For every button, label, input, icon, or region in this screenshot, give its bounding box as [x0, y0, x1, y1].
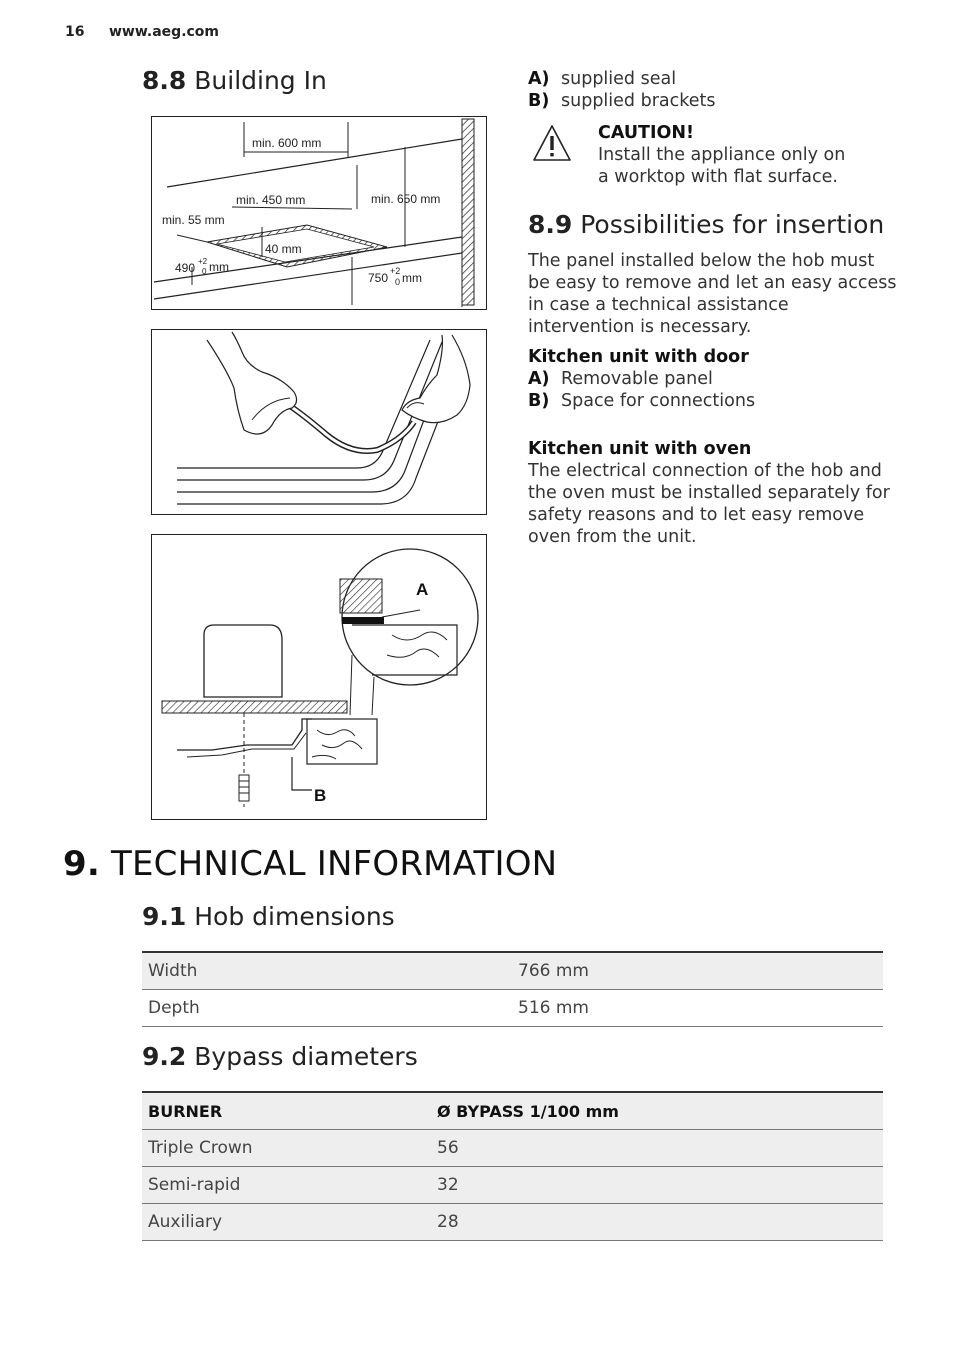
fig-legend: [528, 68, 908, 112]
dim-490-sub: 0: [202, 267, 207, 276]
dim-min600: min. 600 mm: [252, 136, 322, 150]
section-title: Building In: [194, 66, 327, 95]
table-row: [142, 952, 883, 990]
dim-750: 750: [368, 271, 389, 285]
door-item-a: [528, 368, 908, 390]
section-heading-8-8: [142, 66, 327, 95]
bypass-value: 56: [431, 1130, 883, 1167]
oven-heading: Kitchen unit with oven: [528, 439, 752, 459]
dim-490: 490: [175, 261, 196, 275]
section-number: 9.2: [142, 1042, 187, 1071]
legend-key: A): [528, 69, 550, 89]
dim-490-sup: +2: [198, 257, 208, 266]
bypass-value: 32: [431, 1167, 883, 1204]
caution-line-2: a worktop with flat surface.: [598, 167, 838, 187]
table-row: [142, 1130, 883, 1167]
dim-750-sub: 0: [395, 277, 401, 287]
burner-name: Triple Crown: [142, 1130, 431, 1167]
dim-min450: min. 450 mm: [236, 193, 306, 207]
caution-line-1: Install the appliance only on: [598, 145, 846, 165]
section-heading-9-1: [142, 902, 395, 931]
legend-key: B): [528, 91, 550, 111]
legend-text: supplied brackets: [561, 91, 716, 111]
cutout-dimensions-drawing: [152, 117, 486, 309]
oven-line: the oven must be installed separately for: [528, 483, 890, 503]
burner-name: Auxiliary: [142, 1204, 431, 1241]
door-item-b: [528, 390, 908, 412]
section-title: Bypass diameters: [194, 1042, 418, 1071]
burner-name: Semi-rapid: [142, 1167, 431, 1204]
section-title: Possibilities for insertion: [580, 210, 885, 239]
oven-line: safety reasons and to let easy remove: [528, 505, 865, 525]
dim-40: 40 mm: [265, 242, 302, 256]
door-heading: Kitchen unit with door: [528, 347, 749, 367]
legend-item-a: [528, 68, 908, 90]
section-heading-9-2: [142, 1042, 418, 1071]
dimension-label: Depth: [142, 990, 512, 1027]
section-title: Hob dimensions: [194, 902, 395, 931]
dimension-value: 766 mm: [512, 952, 883, 990]
section-number: 8.9: [528, 210, 573, 239]
legend-text: supplied seal: [561, 69, 677, 89]
dim-750-unit: mm: [402, 271, 422, 285]
hob-dimensions-table: [142, 951, 883, 1027]
dimension-label: Width: [142, 952, 512, 990]
dimension-value: 516 mm: [512, 990, 883, 1027]
bypass-diameters-table: [142, 1091, 883, 1241]
label-b: B: [314, 786, 327, 805]
header-burner: BURNER: [142, 1092, 431, 1130]
table-header-row: [142, 1092, 883, 1130]
table-row: [142, 990, 883, 1027]
label-a: A: [416, 580, 429, 599]
table-row: [142, 1204, 883, 1241]
item-text: Space for connections: [561, 391, 756, 411]
seal-application-figure: [151, 329, 487, 515]
intro-line: be easy to remove and let an easy access: [528, 273, 897, 293]
warning-triangle-icon: [532, 124, 572, 166]
dim-750-sup: +2: [390, 266, 401, 276]
oven-line: The electrical connection of the hob and: [528, 461, 882, 481]
item-text: Removable panel: [561, 369, 713, 389]
seal-application-drawing: [152, 330, 486, 514]
oven-line: oven from the unit.: [528, 527, 697, 547]
caution-title: CAUTION!: [598, 123, 695, 143]
dim-490-unit: mm: [209, 260, 229, 274]
bypass-value: 28: [431, 1204, 883, 1241]
section-heading-8-9: [528, 210, 884, 239]
intro-line: The panel installed below the hob must: [528, 251, 875, 271]
chapter-heading-9: [63, 844, 557, 884]
header-bypass: Ø BYPASS 1/100 mm: [431, 1092, 883, 1130]
seal-bracket-section-figure: [151, 534, 487, 820]
cutout-dimensions-figure: [151, 116, 487, 310]
dim-min650: min. 650 mm: [371, 192, 441, 206]
legend-item-b: [528, 90, 908, 112]
kitchen-unit-door: [528, 346, 908, 412]
kitchen-unit-oven: [528, 438, 908, 548]
chapter-title: TECHNICAL INFORMATION: [111, 844, 558, 884]
page-number: 16: [65, 24, 85, 40]
section-number: 9.1: [142, 902, 187, 931]
insertion-intro: [528, 250, 908, 338]
intro-line: intervention is necessary.: [528, 317, 752, 337]
table-row: [142, 1167, 883, 1204]
website-url[interactable]: www.aeg.com: [109, 24, 220, 40]
seal-bracket-section-drawing: [152, 535, 486, 819]
chapter-number: 9.: [63, 844, 100, 884]
caution-box: [598, 122, 898, 188]
dim-min55: min. 55 mm: [162, 213, 225, 227]
item-key: B): [528, 391, 550, 411]
intro-line: in case a technical assistance: [528, 295, 789, 315]
section-number: 8.8: [142, 66, 187, 95]
item-key: A): [528, 369, 550, 389]
